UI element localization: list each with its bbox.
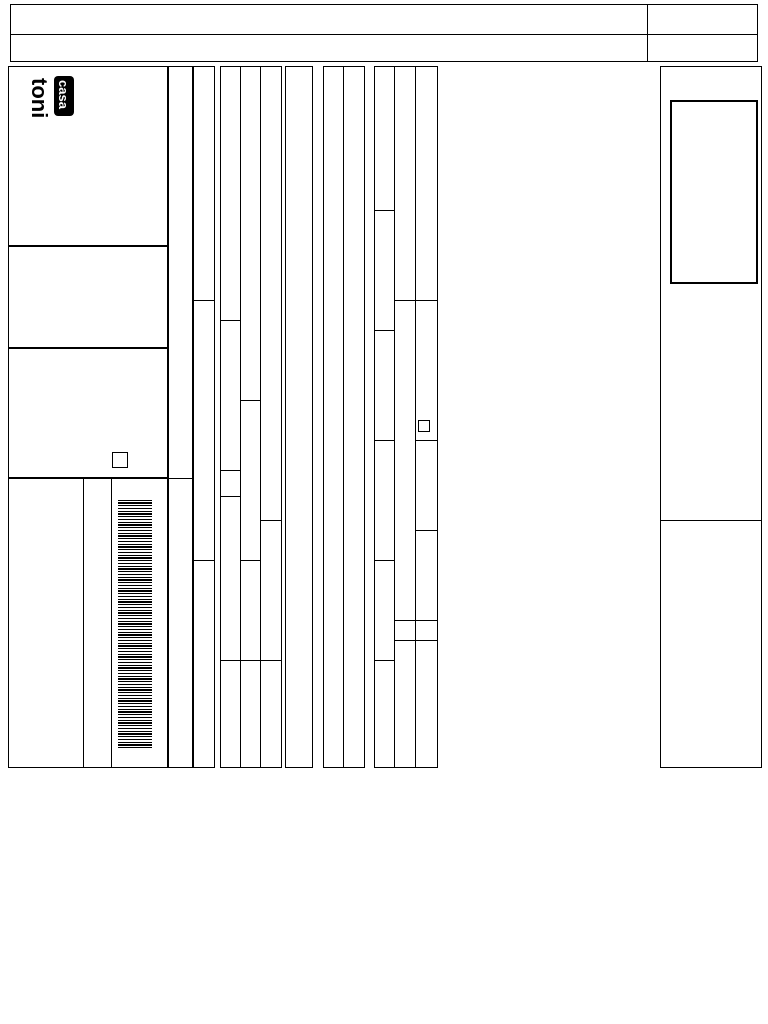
fatura-box (285, 66, 313, 768)
logo-text: casa (56, 80, 71, 109)
danfe-tipo (112, 452, 128, 468)
ie-row (193, 66, 215, 768)
danfe-box (8, 348, 168, 478)
imposto-box (323, 66, 365, 768)
boleto-anexo-stamp (409, 340, 413, 352)
svg-text:toni: toni (27, 78, 52, 119)
casa-toni-logo (18, 72, 78, 142)
transportador-box (374, 66, 438, 768)
transp-frete-value (418, 420, 430, 432)
destinatario-box (220, 66, 282, 768)
lojas-box (8, 246, 168, 348)
natureza-row (168, 66, 193, 768)
barcode (118, 500, 152, 750)
prazo-troca-stamp (670, 100, 758, 284)
canhoto (10, 4, 758, 62)
